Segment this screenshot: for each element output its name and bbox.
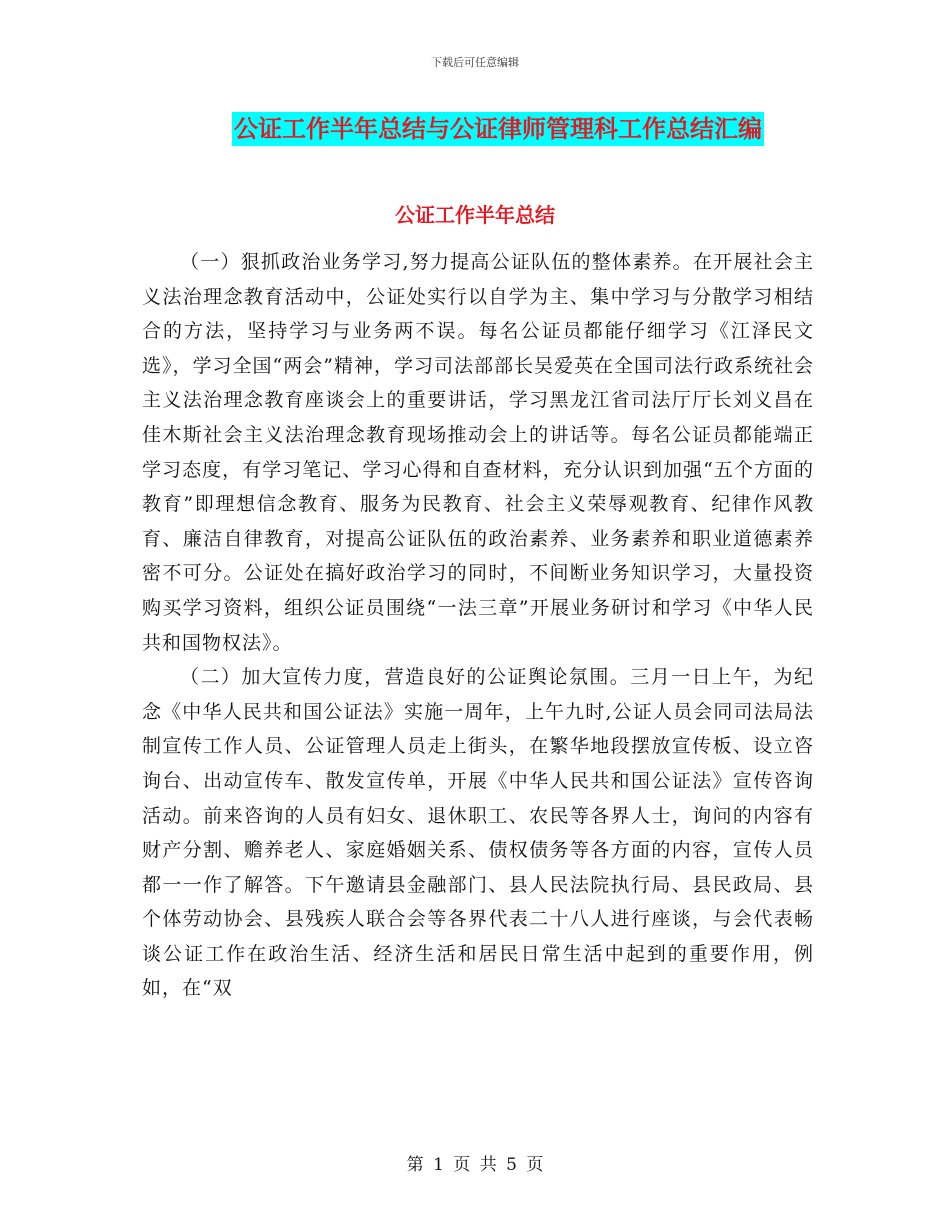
header-note: 下载后可任意编辑 bbox=[431, 56, 519, 69]
document-title: 公证工作半年总结与公证律师管理科工作总结汇编 bbox=[232, 112, 764, 146]
page-footer: 第 1 页 共 5 页 bbox=[406, 1155, 544, 1175]
section-title: 公证工作半年总结 bbox=[395, 203, 555, 227]
document-title-container bbox=[0, 112, 950, 146]
document-body bbox=[142, 245, 814, 1006]
paragraph-1: （一）狠抓政治业务学习,努力提高公证队伍的整体素养。在开展社会主义法治理念教育活动中，公证处实行以自学为主、集中学习与分散学习相结合的方法，坚持学习与业务两不误。每名公证员都能仔细学习《江泽民文选》，学习全国“两会”精神，学习司法部部长吴爱英在全国司法行政系统社会主义法治理念教育座谈会上的重要讲话，学习黑龙江省司法厅厅长刘义昌在佳木斯社会主义法治理念教育现场推动会上的讲话等。每名公证员都能端正学习态度，有学习笔记、学习心得和自查材料，充分认识到加强“五个方面的教育”即理想信念教育、服务为民教育、社会主义荣辱观教育、纪律作风教育、廉洁自律教育，对提高公证队伍的政治素养、业务素养和职业道德素养密不可分。公证处在搞好政治学习的同时，不间断业务知识学习，大量投资购买学习资料，组织公证员围绕“一法三章”开展业务研讨和学习《中华人民共和国物权法》。 bbox=[142, 251, 814, 654]
paragraph-2: （二）加大宣传力度，营造良好的公证舆论氛围。三月一日上午，为纪念《中华人民共和国公证法》实施一周年，上午九时,公证人员会同司法局法制宣传工作人员、公证管理人员走上街头，在繁华地段摆放宣传板、设立咨询台、出动宣传车、散发宣传单，开展《中华人民共和国公证法》宣传咨询活动。前来咨询的人员有妇女、退休职工、农民等各界人士，询问的内容有财产分割、赡养老人、家庭婚姻关系、债权债务等各方面的内容，宣传人员都一一作了解答。下午邀请县金融部门、县人民法院执行局、县民政局、县个体劳动协会、县残疾人联合会等各界代表二十八人进行座谈，与会代表畅谈公证工作在政治生活、经济生活和居民日常生活中起到的重要作用，例如，在“双 bbox=[142, 666, 814, 1000]
